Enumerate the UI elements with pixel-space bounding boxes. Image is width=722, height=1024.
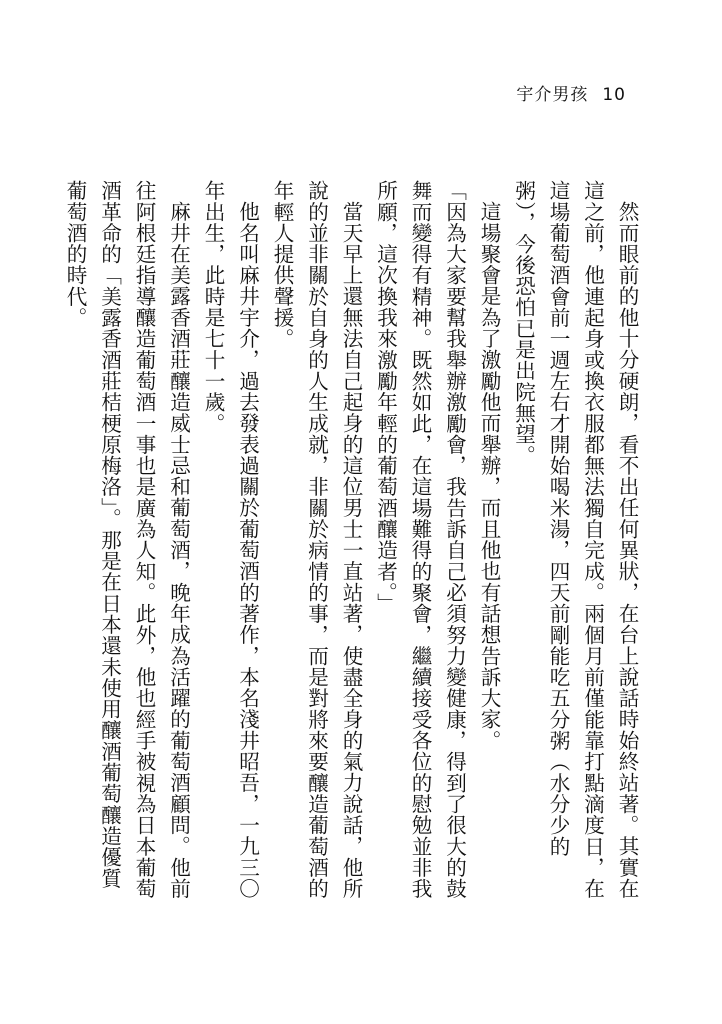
running-header	[516, 80, 626, 105]
page-number: 10	[602, 85, 626, 105]
vertical-body-text	[44, 180, 644, 900]
paragraph: 麻井在美露香酒莊釀造威士忌和葡萄酒，晚年成為活躍的葡萄酒顧問。他前往阿根廷指導釀造葡萄酒一事也是廣為人知。此外，他也經手被視為日本葡萄酒革命的「美露香酒莊桔梗原梅洛」。那是在日本還未使用釀酒葡萄釀造優質葡萄酒的時代。	[63, 180, 191, 900]
paragraph-quote: 「因為大家要幫我舉辦激勵會，我告訴自己必須努力變健康，得到了很大的鼓舞而變得有精神。既然如此，在這場難得的聚會，繼續接受各位的慰勉並非我所願，這次換我來激勵年輕的葡萄酒釀造者。」	[373, 180, 467, 900]
paragraph: 他名叫麻井宇介，過去發表過關於葡萄酒的著作，本名淺井昭吾，一九三〇年出生，此時是七十一歲。	[201, 180, 260, 899]
paragraph: 這場聚會是為了激勵他而舉辦，而且他也有話想告訴大家。	[477, 200, 501, 751]
book-title: 宇介男孩	[516, 85, 589, 105]
paragraph: 當天早上還無法自己起身的這位男士一直站著，使盡全身的氣力說話，他所說的並非關於自身的人生成就，非關於病情的事，而是對將來要釀造葡萄酒的年輕人提供聲援。	[270, 180, 363, 900]
paragraph: 然而眼前的他十分硬朗，看不出任何異狀，在台上說話時始終站著。其實在這之前，他連起身或換衣服都無法獨自完成。兩個月前僅能靠打點滴度日，在這場葡萄酒會前一週左右才開始喝米湯，四天前剛能吃五分粥（水分少的粥），今後恐怕已是出院無望。	[511, 180, 639, 900]
